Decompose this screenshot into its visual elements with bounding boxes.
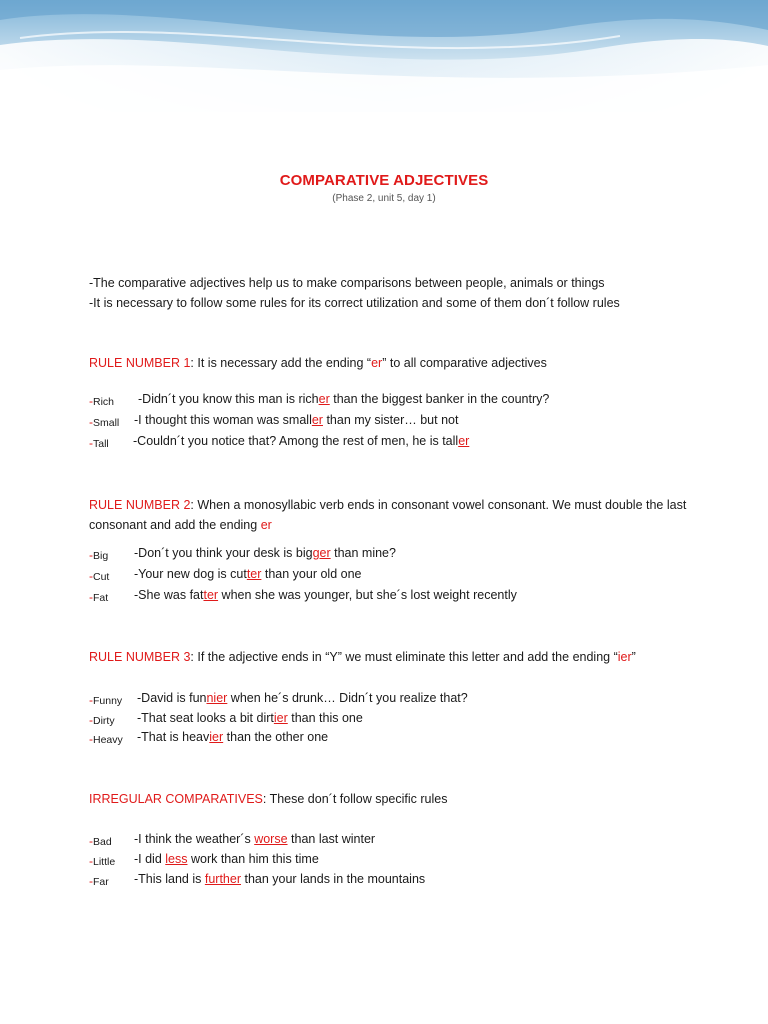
rule1-word-small: -Small (89, 415, 120, 429)
irregular-word-far: -Far (89, 874, 109, 888)
rule1-ending: er (371, 356, 383, 370)
rule3-example-1: -David is funnier when he´s drunk… Didn´t you realize that? (137, 691, 468, 705)
irregular-word-bad: -Bad (89, 834, 112, 848)
intro-line-2: -It is necessary to follow some rules for its correct utilization and some of them don´t follow rules (89, 296, 620, 310)
header-banner (0, 0, 768, 112)
page-title: COMPARATIVE ADJECTIVES (279, 172, 489, 189)
rule1-text-b: ” to all comparative adjectives (382, 356, 547, 370)
irregular-label: IRREGULAR COMPARATIVES (89, 792, 263, 806)
rule2-label: RULE NUMBER 2 (89, 498, 191, 512)
rule2-heading (89, 495, 689, 535)
irregular-example-1: -I think the weather´s worse than last winter (134, 832, 376, 846)
rule2-example-3: -She was fatter when she was younger, but she´s lost weight recently (134, 588, 517, 602)
irregular-example-3: -This land is further than your lands in the mountains (134, 872, 426, 886)
irregular-word-little: -Little (89, 854, 116, 868)
rule2-example-1: -Don´t you think your desk is bigger than mine? (134, 546, 396, 560)
intro-line-1: -The comparative adjectives help us to make comparisons between people, animals or things (89, 276, 605, 290)
rule3-word-heavy: -Heavy (89, 732, 123, 746)
rule1-heading (89, 356, 547, 370)
rule3-ending: ier (617, 650, 632, 664)
rule3-example-2: -That seat looks a bit dirtier than this one (137, 711, 363, 725)
rule3-word-dirty: -Dirty (89, 713, 115, 727)
rule3-heading (89, 650, 636, 664)
rule3-word-funny: -Funny (89, 693, 123, 707)
rule2-word-cut: -Cut (89, 569, 110, 583)
rule2-text: : When a monosyllabic verb ends in consonant vowel consonant. We must double the last consonant and add the ending (89, 498, 687, 532)
rule1-label: RULE NUMBER 1 (89, 356, 191, 370)
rule1-example-1: -Didn´t you know this man is richer than the biggest banker in the country? (138, 392, 550, 406)
irregular-text: : These don´t follow specific rules (262, 792, 448, 806)
rule1-word-tall: -Tall (89, 436, 109, 450)
rule1-example-2: -I thought this woman was smaller than my sister… but not (134, 413, 459, 427)
rule1-word-rich: -Rich (89, 394, 115, 408)
irregular-example-2: -I did less work than him this time (134, 852, 319, 866)
rule1-example-3: -Couldn´t you notice that? Among the rest of men, he is taller (133, 434, 470, 448)
rule3-example-3: -That is heavier than the other one (137, 730, 329, 744)
rule3-text-a: : If the adjective ends in “Y” we must eliminate this letter and add the ending “ (190, 650, 618, 664)
rule2-word-big: -Big (89, 548, 109, 562)
irregular-heading (89, 792, 447, 806)
rule2-ending: er (260, 518, 272, 532)
rule2-word-fat: -Fat (89, 590, 109, 604)
page-subtitle: (Phase 2, unit 5, day 1) (332, 193, 436, 204)
rule3-text-b: ” (631, 650, 636, 664)
rule2-example-2: -Your new dog is cutter than your old one (134, 567, 362, 581)
rule1-text-a: : It is necessary add the ending “ (190, 356, 372, 370)
rule3-label: RULE NUMBER 3 (89, 650, 191, 664)
